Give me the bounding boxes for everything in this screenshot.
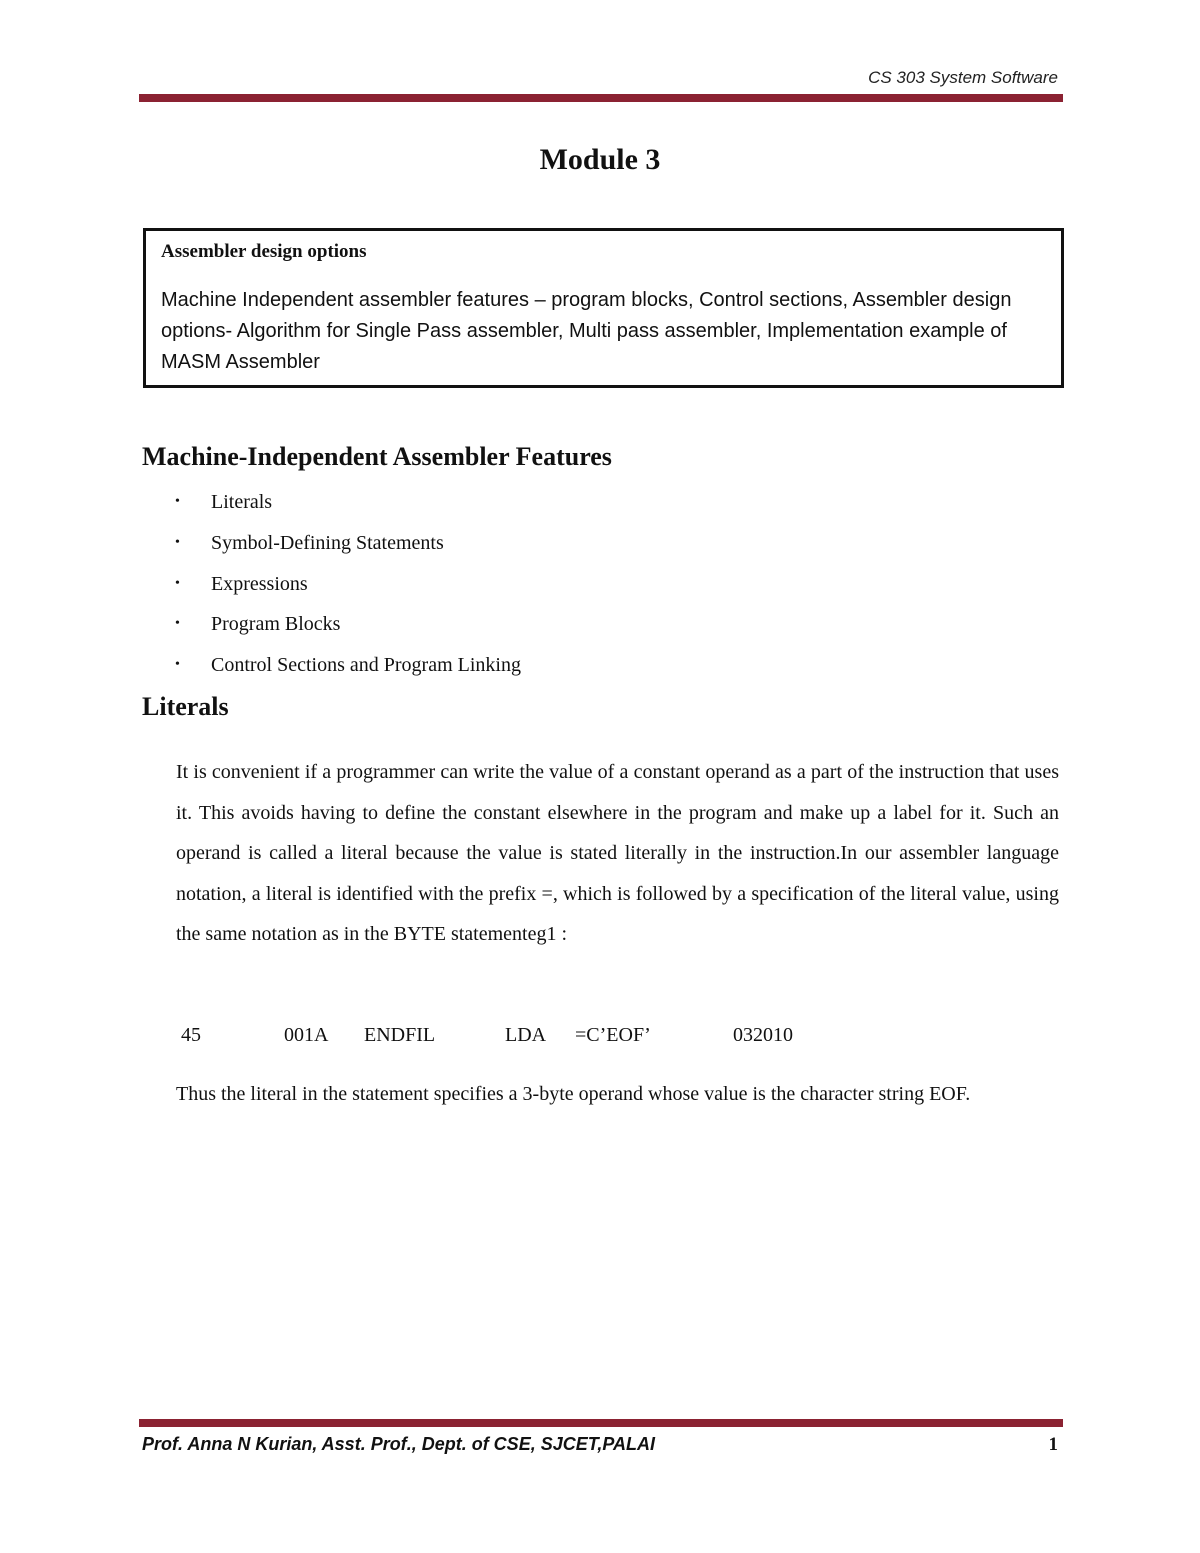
code-opcode: LDA	[505, 1024, 547, 1046]
bullet-icon: •	[175, 575, 180, 591]
bullet-icon: •	[175, 657, 180, 673]
code-line-number: 45	[181, 1024, 201, 1046]
summary-heading: Assembler design options	[161, 241, 367, 262]
list-item	[175, 486, 521, 527]
list-item-label: Expressions	[211, 572, 308, 595]
list-item-label: Literals	[211, 491, 273, 513]
code-example-line	[0, 1018, 1200, 1052]
footer-rule	[139, 1419, 1063, 1427]
list-item-label: Control Sections and Program Linking	[211, 654, 521, 677]
page-number: 1	[1048, 1434, 1058, 1455]
header-course-title: CS 303 System Software	[868, 68, 1058, 87]
bullet-icon: •	[175, 494, 180, 509]
bullet-icon: •	[175, 534, 180, 550]
list-item	[175, 608, 521, 649]
footer-author: Prof. Anna N Kurian, Asst. Prof., Dept. of CSE, SJCET,PALAI	[142, 1434, 656, 1454]
list-item	[175, 568, 521, 609]
code-location: 001A	[284, 1024, 329, 1046]
literals-paragraph-1: It is convenient if a programmer can write the value of a constant operand as a part of the instruction that uses it. This avoids having to define the constant elsewhere in the program and make up a label for it. Such an operand is called a literal because the value is stated literally in the instruction.In our assembler language notation, a literal is identified with the prefix =, which is followed by a specification of the literal value, using the same notation as in the BYTE statementeg1 :	[176, 761, 1059, 946]
list-item	[175, 527, 521, 568]
literals-paragraph-2: Thus the literal in the statement specifies a 3-byte operand whose value is the character string EOF.	[176, 1083, 971, 1105]
list-item	[175, 649, 521, 690]
code-object-code: 032010	[733, 1024, 793, 1046]
code-label: ENDFIL	[364, 1024, 436, 1046]
bullet-icon: •	[175, 616, 180, 632]
literals-heading: Literals	[142, 692, 229, 721]
summary-body: Machine Independent assembler features – program blocks, Control sections, Assembler design options- Algorithm for Single Pass assembler, Multi pass assembler, Implementation example of MASM Assembler	[161, 289, 1012, 373]
list-item-label: Symbol-Defining Statements	[211, 531, 444, 554]
module-summary-box	[143, 228, 1064, 388]
list-item-label: Program Blocks	[211, 613, 341, 636]
code-operand: =C’EOF’	[575, 1024, 651, 1046]
features-list	[175, 486, 521, 690]
features-heading: Machine-Independent Assembler Features	[142, 442, 612, 471]
page-title: Module 3	[539, 143, 661, 176]
header-rule	[139, 94, 1063, 102]
